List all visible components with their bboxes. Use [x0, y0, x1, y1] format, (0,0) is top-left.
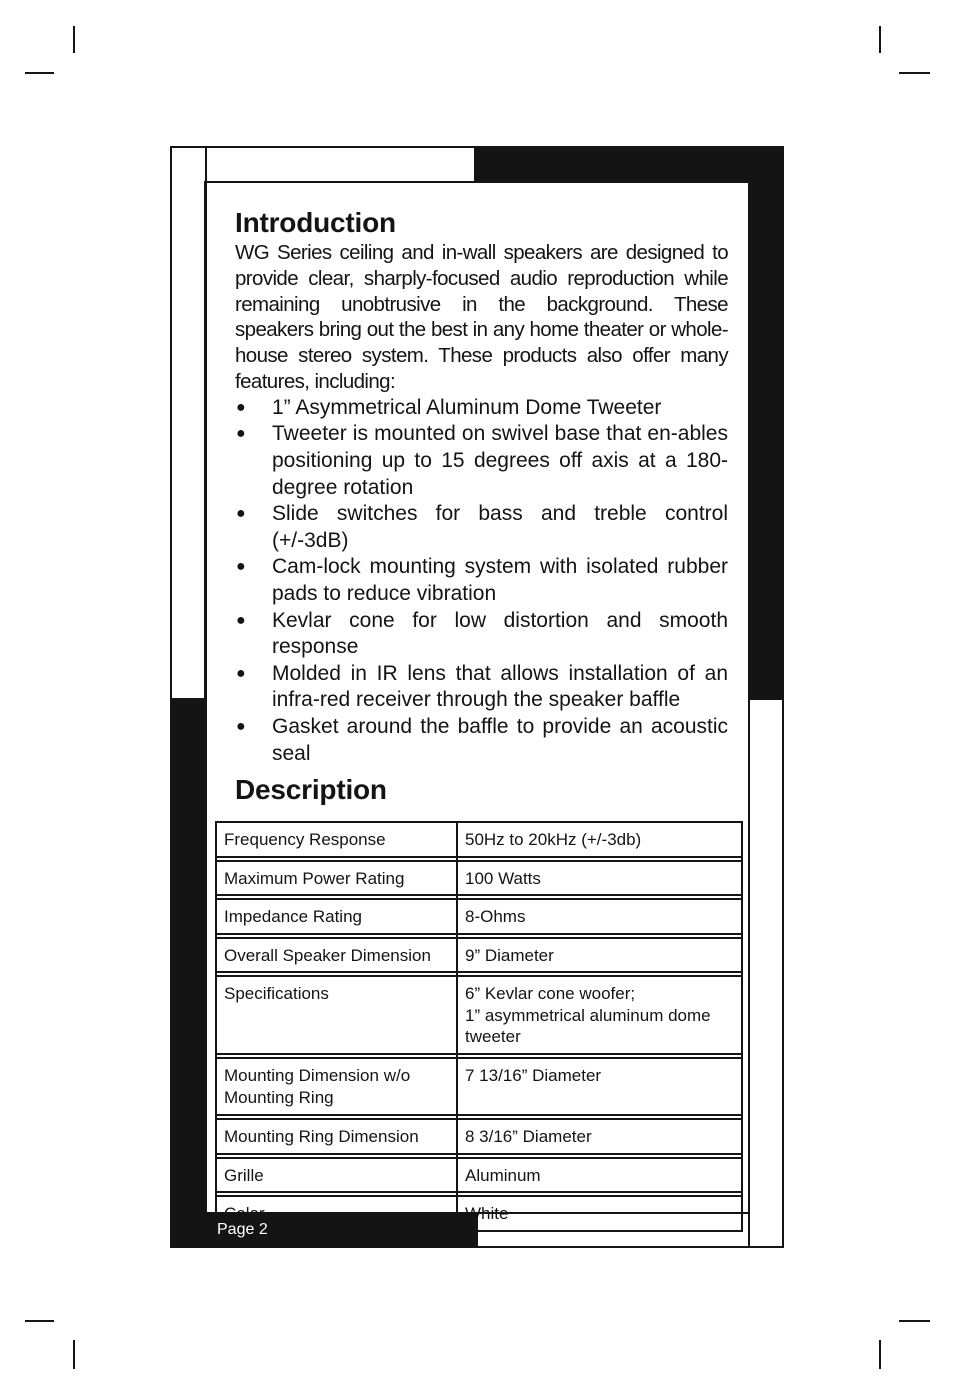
- crop-mark: [25, 72, 54, 74]
- spec-value: 8 3/16” Diameter: [457, 1119, 742, 1154]
- page-number: Page 2: [217, 1221, 268, 1238]
- table-row: [216, 899, 742, 934]
- frame-left-upper: [170, 146, 207, 700]
- spec-value: 7 13/16” Diameter: [457, 1058, 742, 1115]
- table-row: [216, 976, 742, 1054]
- frame-right-lower: [748, 698, 784, 1248]
- spec-label: Grille: [216, 1158, 457, 1193]
- crop-mark: [25, 1320, 54, 1322]
- spec-value: 50Hz to 20kHz (+/-3db): [457, 822, 742, 857]
- table-row: [216, 861, 742, 896]
- feature-item: [235, 395, 728, 422]
- spec-value-line: 1” asymmetrical aluminum dome tweeter: [465, 1005, 711, 1046]
- main-content: [235, 206, 728, 807]
- table-row: [216, 1196, 742, 1231]
- feature-text: Slide switches for bass and treble control (+/-3dB): [272, 502, 728, 552]
- feature-item: [235, 608, 728, 661]
- spec-label: Color: [216, 1196, 457, 1231]
- spec-value: 8-Ohms: [457, 899, 742, 934]
- spec-label: Impedance Rating: [216, 899, 457, 934]
- crop-mark: [73, 26, 75, 53]
- spec-label: Specifications: [216, 976, 457, 1054]
- table-row: [216, 1119, 742, 1154]
- spec-label: Mounting Dimension w/o Mounting Ring: [216, 1058, 457, 1115]
- feature-text: Kevlar cone for low distortion and smooth response: [272, 608, 728, 659]
- feature-text: Cam-lock mounting system with isolated rubber pads to reduce vibration: [272, 555, 728, 605]
- spec-value: Aluminum: [457, 1158, 742, 1193]
- feature-item: [235, 421, 728, 501]
- bullet-icon: ●: [236, 664, 246, 682]
- feature-list: [235, 395, 728, 767]
- spec-value: 9” Diameter: [457, 938, 742, 973]
- bullet-icon: ●: [236, 505, 246, 523]
- spec-value: [457, 976, 742, 1054]
- crop-mark: [899, 72, 930, 74]
- spec-value: White: [457, 1196, 742, 1231]
- specification-table: [215, 821, 743, 1232]
- feature-text: Molded in IR lens that allows installation of an infra-red receiver through the speaker baffle: [272, 661, 728, 712]
- crop-mark: [879, 1340, 881, 1369]
- crop-mark: [899, 1320, 930, 1322]
- bullet-icon: ●: [236, 398, 246, 416]
- feature-text: Tweeter is mounted on swivel base that en-ables positioning up to 15 degrees off axis at a 180-degree rotation: [272, 422, 728, 499]
- spec-value: 100 Watts: [457, 861, 742, 896]
- bullet-icon: ●: [236, 611, 246, 629]
- table-row: [216, 822, 742, 857]
- table-row: [216, 1058, 742, 1115]
- spec-label: Mounting Ring Dimension: [216, 1119, 457, 1154]
- bullet-icon: ●: [236, 558, 246, 576]
- feature-item: [235, 661, 728, 714]
- bullet-icon: ●: [236, 717, 246, 735]
- description-heading: Description: [235, 774, 387, 806]
- spec-label: Frequency Response: [216, 822, 457, 857]
- table-row: [216, 1158, 742, 1193]
- crop-mark: [879, 26, 881, 53]
- frame-left-lower: [170, 698, 207, 1248]
- introduction-heading: Introduction: [235, 207, 396, 238]
- feature-item: [235, 501, 728, 554]
- feature-text: Gasket around the baffle to provide an acoustic seal: [272, 714, 728, 765]
- spec-value-line: 6” Kevlar cone woofer;: [465, 984, 636, 1003]
- spec-label: Maximum Power Rating: [216, 861, 457, 896]
- frame-top-right-bar: [474, 146, 784, 183]
- frame-right-upper: [748, 146, 784, 700]
- introduction-paragraph: WG Series ceiling and in-wall speakers are designed to provide clear, sharply-focused audio reproduction while remaining unobtrusive in the background. These speakers bring out the best in any home theater or whole-house stereo system. These products also offer many features, including:: [235, 241, 728, 393]
- frame-top-left-tab: [205, 146, 476, 183]
- content-box-left-edge: [204, 181, 206, 1214]
- crop-mark: [73, 1340, 75, 1369]
- feature-item: [235, 714, 728, 767]
- spec-label: Overall Speaker Dimension: [216, 938, 457, 973]
- bullet-icon: ●: [236, 425, 246, 443]
- feature-text: 1” Asymmetrical Aluminum Dome Tweeter: [272, 395, 662, 419]
- table-row: [216, 938, 742, 973]
- feature-item: [235, 554, 728, 607]
